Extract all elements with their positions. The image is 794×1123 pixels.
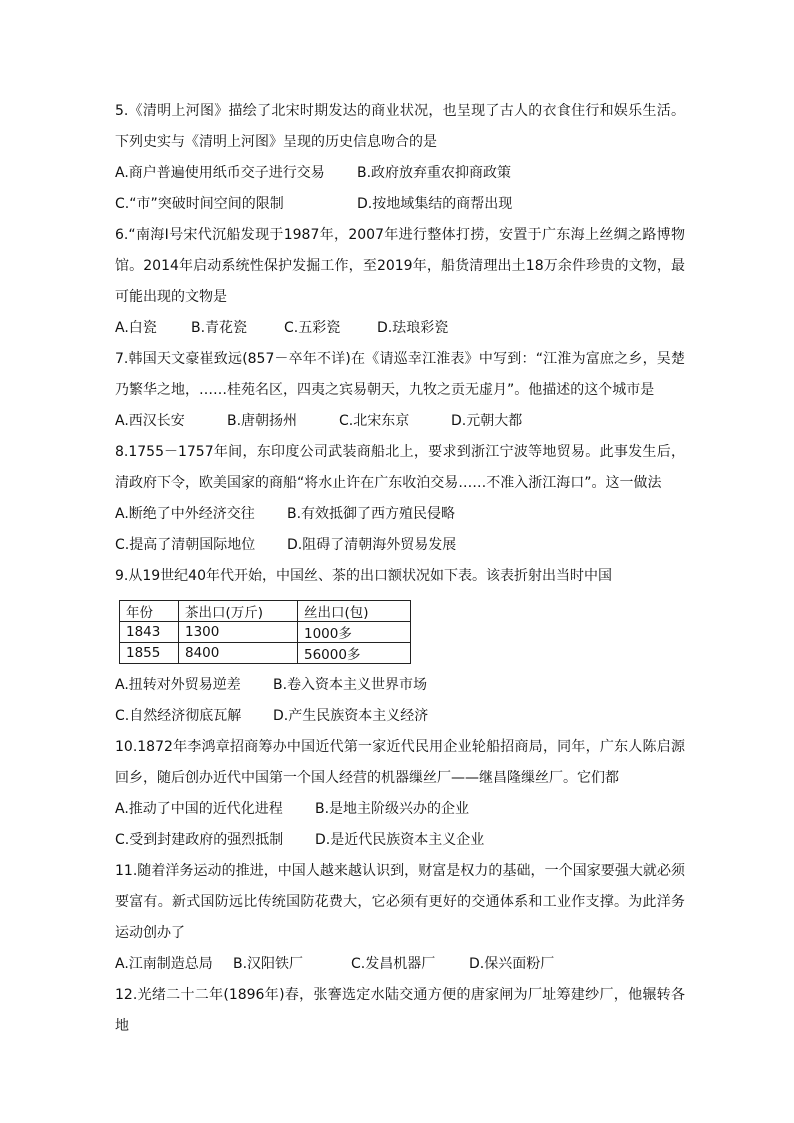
option-row — [115, 949, 685, 980]
question-list — [115, 96, 685, 1042]
option-row — [115, 189, 685, 220]
option-d: D.元朝大都 — [451, 413, 523, 429]
option-c: C.五彩瓷 — [284, 320, 341, 336]
option-a: A.扭转对外贸易逆差 — [115, 677, 241, 693]
table-cell: 1300 — [179, 622, 298, 643]
option-b: B.汉阳铁厂 — [233, 956, 304, 972]
option-d: D.珐琅彩瓷 — [377, 320, 449, 336]
option-a: A.江南制造总局 — [115, 956, 213, 972]
option-d: D.产生民族资本主义经济 — [273, 708, 429, 724]
option-row — [115, 530, 685, 561]
table-header: 丝出口(包) — [298, 601, 411, 622]
option-b: B.卷入资本主义世界市场 — [273, 677, 428, 693]
option-b: B.是地主阶级兴办的企业 — [315, 801, 470, 817]
option-a: A.推动了中国的近代化进程 — [115, 801, 283, 817]
question-stem: 6.“南海Ⅰ号宋代沉船发现于1987年，2007年进行整体打捞，安置于广东海上丝绸之路博物馆。2014年启动系统性保护发掘工作，至2019年，船货清理出土18万余件珍贵的文物，最可能出现的文物是 — [115, 227, 685, 305]
option-row — [115, 701, 685, 732]
option-c: C.受到封建政府的强烈抵制 — [115, 832, 284, 848]
question-10 — [115, 732, 685, 856]
option-row — [115, 158, 685, 189]
option-row — [115, 499, 685, 530]
export-table — [119, 600, 411, 664]
option-a: A.西汉长安 — [115, 413, 185, 429]
option-d: D.保兴面粉厂 — [469, 956, 555, 972]
table-cell: 1855 — [120, 643, 179, 664]
option-row — [115, 825, 685, 856]
question-8 — [115, 437, 685, 561]
option-c: C.提高了清朝国际地位 — [115, 537, 256, 553]
question-7 — [115, 344, 685, 437]
option-c: C.“市”突破时间空间的限制 — [115, 196, 284, 212]
table-header-row — [120, 601, 411, 622]
option-row — [115, 313, 685, 344]
question-9 — [115, 561, 685, 732]
table-cell: 1843 — [120, 622, 179, 643]
table-row — [120, 622, 411, 643]
question-stem: 7.韩国天文豪崔致远(857－卒年不详)在《请巡幸江淮表》中写到：“江淮为富庶之乡，吴楚乃繁华之地，……桂苑名区，四夷之宾易朝天，九牧之贡无虚月”。他描述的这个城市是 — [115, 351, 685, 398]
table-cell: 8400 — [179, 643, 298, 664]
question-stem: 8.1755－1757年间，东印度公司武装商船北上，要求到浙江宁波等地贸易。此事发生后，清政府下令，欧美国家的商船“将水止许在广东收泊交易……不准入浙江海口”。这一做法 — [115, 444, 685, 491]
option-c: C.北宋东京 — [339, 413, 410, 429]
option-a: A.商户普遍使用纸币交子进行交易 — [115, 165, 325, 181]
table-cell: 56000多 — [298, 643, 411, 664]
option-b: B.政府放弃重农抑商政策 — [357, 165, 512, 181]
question-5 — [115, 96, 685, 220]
option-row — [115, 794, 685, 825]
table-row — [120, 643, 411, 664]
option-b: B.青花瓷 — [191, 320, 248, 336]
option-d: D.是近代民族资本主义企业 — [315, 832, 485, 848]
option-b: B.有效抵御了西方殖民侵略 — [287, 506, 456, 522]
option-c: C.发昌机器厂 — [351, 956, 436, 972]
table-header: 年份 — [120, 601, 179, 622]
option-c: C.自然经济彻底瓦解 — [115, 708, 242, 724]
option-b: B.唐朝扬州 — [227, 413, 298, 429]
option-d: D.阻碍了清朝海外贸易发展 — [287, 537, 457, 553]
question-6 — [115, 220, 685, 344]
question-stem: 5.《清明上河图》描绘了北宋时期发达的商业状况，也呈现了古人的衣食住行和娱乐生活。下列史实与《清明上河图》呈现的历史信息吻合的是 — [115, 103, 685, 150]
question-stem: 9.从19世纪40年代开始，中国丝、茶的出口额状况如下表。该表折射出当时中国 — [115, 568, 612, 584]
table-header: 茶出口(万斤) — [179, 601, 298, 622]
question-stem: 12.光绪二十二年(1896年)春，张謇选定水陆交通方便的唐家闸为厂址筹建纱厂，他辗转各地 — [115, 987, 685, 1034]
question-11 — [115, 856, 685, 980]
option-row — [115, 670, 685, 701]
question-stem: 11.随着洋务运动的推进，中国人越来越认识到，财富是权力的基础，一个国家要强大就必须要富有。新式国防远比传统国防花费大，它必须有更好的交通体系和工业作支撑。为此洋务运动创办了 — [115, 863, 685, 941]
table-cell: 1000多 — [298, 622, 411, 643]
option-d: D.按地域集结的商帮出现 — [357, 196, 513, 212]
option-a: A.白瓷 — [115, 320, 157, 336]
option-row — [115, 406, 685, 437]
question-12 — [115, 980, 685, 1042]
question-stem: 10.1872年李鸿章招商筹办中国近代第一家近代民用企业轮船招商局，同年，广东人陈启源回乡，随后创办近代中国第一个国人经营的机器缫丝厂——继昌隆缫丝厂。它们都 — [115, 739, 685, 786]
option-a: A.断绝了中外经济交往 — [115, 506, 255, 522]
